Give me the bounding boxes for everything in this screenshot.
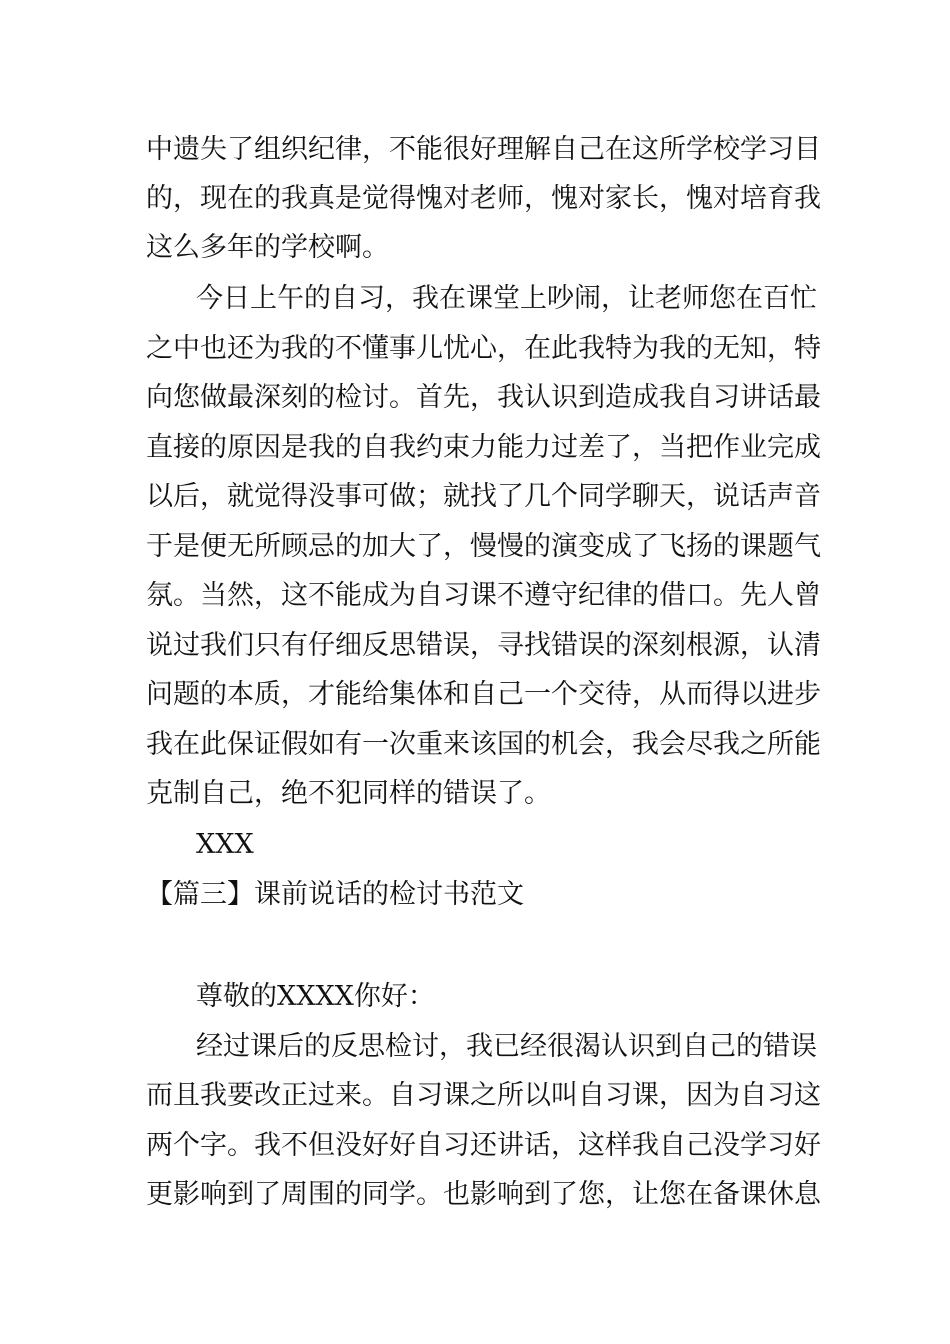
paragraph-line: 直接的原因是我的自我约束力能力过差了，当把作业完成 bbox=[146, 432, 821, 463]
paragraph-line: 以后，就觉得没事可做；就找了几个同学聊天，说话声音 bbox=[146, 481, 821, 512]
signature: XXX bbox=[196, 829, 254, 860]
section-heading: 【篇三】课前说话的检讨书范文 bbox=[146, 879, 524, 910]
paragraph-line: 中遗失了组织纪律，不能很好理解自己在这所学校学习目 bbox=[146, 134, 821, 165]
paragraph-line: 而且我要改正过来。自习课之所以叫自习课，因为自习这 bbox=[146, 1080, 821, 1111]
paragraph-line: 氛。当然，这不能成为自习课不遵守纪律的借口。先人曾 bbox=[146, 580, 821, 611]
paragraph-line: 今日上午的自习，我在课堂上吵闹，让老师您在百忙 bbox=[196, 283, 817, 314]
paragraph-line: 问题的本质，才能给集体和自己一个交待，从而得以进步 bbox=[146, 679, 821, 710]
greeting: 尊敬的XXXX你好： bbox=[196, 981, 435, 1012]
paragraph-line: 两个字。我不但没好好自习还讲话，这样我自己没学习好 bbox=[146, 1130, 821, 1161]
paragraph-line: 更影响到了周围的同学。也影响到了您，让您在备课休息 bbox=[146, 1179, 821, 1210]
paragraph-line: 经过课后的反思检讨，我已经很渴认识到自己的错误 bbox=[196, 1031, 817, 1062]
paragraph-line: 克制自己，绝不犯同样的错误了。 bbox=[146, 778, 551, 809]
paragraph-line: 说过我们只有仔细反思错误，寻找错误的深刻根源，认清 bbox=[146, 630, 821, 661]
paragraph-line: 之中也还为我的不懂事儿忧心，在此我特为我的无知，特 bbox=[146, 333, 821, 364]
paragraph-line: 于是便无所顾忌的加大了，慢慢的演变成了飞扬的课题气 bbox=[146, 531, 821, 562]
paragraph-line: 我在此保证假如有一次重来该国的机会，我会尽我之所能 bbox=[146, 729, 821, 760]
paragraph-line: 这么多年的学校啊。 bbox=[146, 232, 389, 263]
paragraph-line: 向您做最深刻的检讨。首先，我认识到造成我自习讲话最 bbox=[146, 382, 821, 413]
paragraph-line: 的，现在的我真是觉得愧对老师，愧对家长，愧对培育我 bbox=[146, 183, 821, 214]
